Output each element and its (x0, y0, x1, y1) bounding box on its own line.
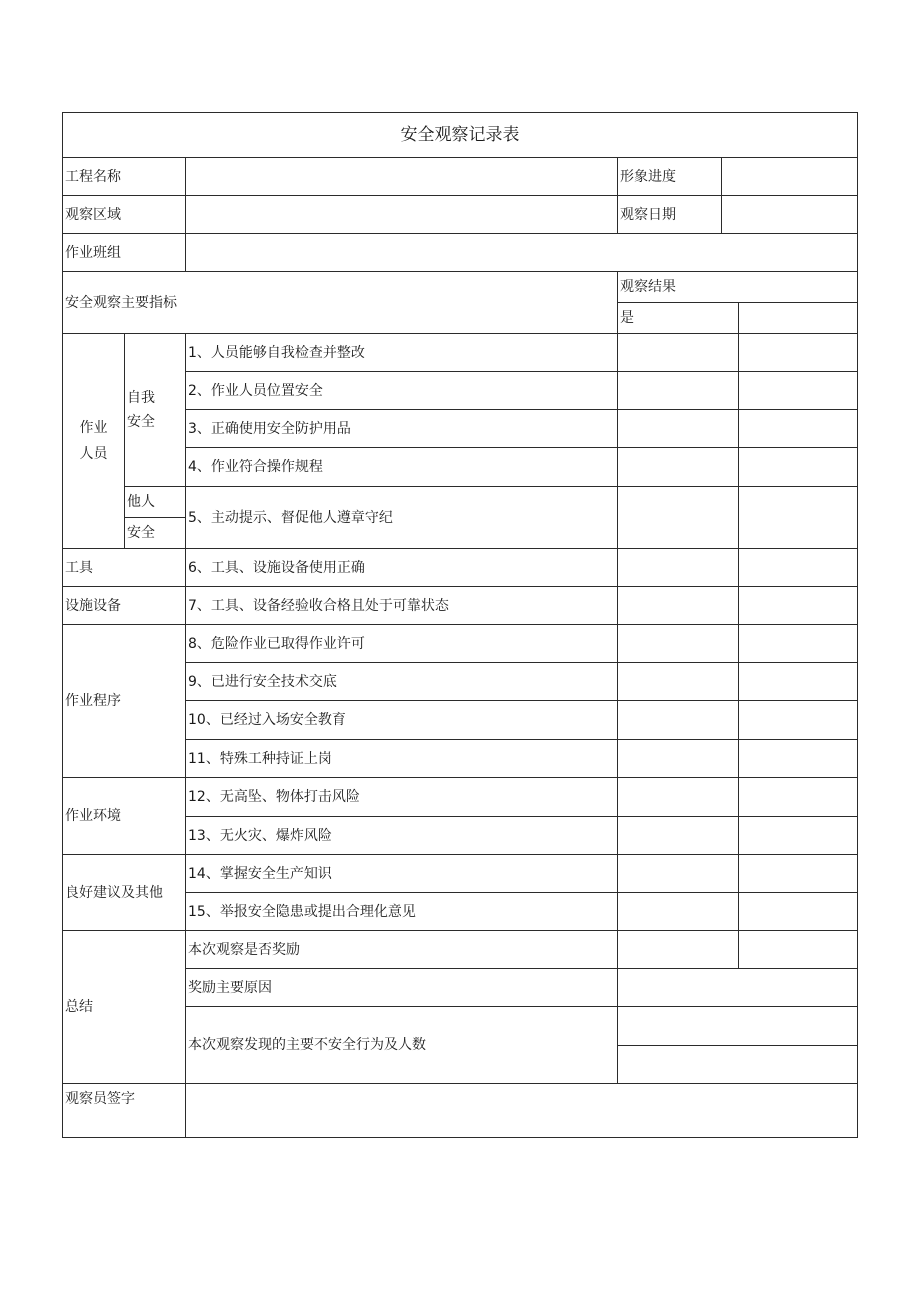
item-7-no[interactable] (738, 586, 858, 625)
item-11-no[interactable] (738, 739, 858, 778)
item-9-no[interactable] (738, 662, 858, 701)
item-1-no[interactable] (738, 333, 858, 372)
signature-label: 观察员签字 (62, 1083, 186, 1138)
progress-label: 形象进度 (617, 157, 722, 196)
group-facilities: 设施设备 (62, 586, 186, 625)
item-15: 15、举报安全隐患或提出合理化意见 (185, 892, 618, 931)
result-no-header (738, 302, 858, 334)
area-label: 观察区域 (62, 195, 186, 234)
item-6-no[interactable] (738, 548, 858, 587)
item-1: 1、人员能够自我检查并整改 (185, 333, 618, 372)
item-10-yes[interactable] (617, 700, 739, 740)
item-13-yes[interactable] (617, 816, 739, 855)
item-15-no[interactable] (738, 892, 858, 931)
reward-question: 本次观察是否奖励 (185, 930, 618, 969)
item-13-no[interactable] (738, 816, 858, 855)
safety-observation-form (62, 112, 858, 1138)
item-14-no[interactable] (738, 854, 858, 893)
team-field[interactable] (185, 233, 858, 272)
item-2-yes[interactable] (617, 371, 739, 410)
item-8: 8、危险作业已取得作业许可 (185, 624, 618, 663)
item-6-yes[interactable] (617, 548, 739, 587)
group-worker-line2: 人员 (79, 446, 108, 462)
subgroup-self-line2: 安全 (127, 414, 155, 430)
item-3: 3、正确使用安全防护用品 (185, 409, 618, 448)
item-9: 9、已进行安全技术交底 (185, 662, 618, 701)
group-environment: 作业环境 (62, 777, 186, 855)
unsafe-behaviors-label: 本次观察发现的主要不安全行为及人数 (185, 1006, 618, 1084)
unsafe-behaviors-field-1[interactable] (617, 1006, 858, 1046)
subgroup-others-line2: 安全 (124, 517, 186, 549)
item-5: 5、主动提示、督促他人遵章守纪 (185, 486, 618, 549)
indicators-label: 安全观察主要指标 (62, 271, 618, 334)
group-tools: 工具 (62, 548, 186, 587)
item-2: 2、作业人员位置安全 (185, 371, 618, 410)
project-name-field[interactable] (185, 157, 618, 196)
item-7-yes[interactable] (617, 586, 739, 625)
form-title: 安全观察记录表 (62, 112, 858, 158)
item-4-no[interactable] (738, 447, 858, 487)
reward-reason-label: 奖励主要原因 (185, 968, 618, 1007)
item-11-yes[interactable] (617, 739, 739, 778)
subgroup-others-line1: 他人 (124, 486, 186, 518)
item-5-yes[interactable] (617, 486, 739, 549)
item-12: 12、无高坠、物体打击风险 (185, 777, 618, 817)
item-11: 11、特殊工种持证上岗 (185, 739, 618, 778)
item-3-yes[interactable] (617, 409, 739, 448)
item-15-yes[interactable] (617, 892, 739, 931)
unsafe-behaviors-field-2[interactable] (617, 1045, 858, 1084)
item-9-yes[interactable] (617, 662, 739, 701)
project-name-label: 工程名称 (62, 157, 186, 196)
group-procedure: 作业程序 (62, 624, 186, 778)
item-14-yes[interactable] (617, 854, 739, 893)
reward-reason-field[interactable] (617, 968, 858, 1007)
date-label: 观察日期 (617, 195, 722, 234)
reward-no[interactable] (738, 930, 858, 969)
progress-field[interactable] (721, 157, 858, 196)
item-10: 10、已经过入场安全教育 (185, 700, 618, 740)
item-1-yes[interactable] (617, 333, 739, 372)
item-4-yes[interactable] (617, 447, 739, 487)
group-worker (62, 333, 125, 549)
item-12-yes[interactable] (617, 777, 739, 817)
item-7: 7、工具、设备经验收合格且处于可靠状态 (185, 586, 618, 625)
item-8-no[interactable] (738, 624, 858, 663)
item-6: 6、工具、设施设备使用正确 (185, 548, 618, 587)
date-field[interactable] (721, 195, 858, 234)
item-3-no[interactable] (738, 409, 858, 448)
subgroup-self-line1: 自我 (127, 390, 155, 406)
item-12-no[interactable] (738, 777, 858, 817)
group-summary: 总结 (62, 930, 186, 1084)
subgroup-self-safety (124, 333, 186, 487)
result-label: 观察结果 (617, 271, 858, 303)
result-yes-label: 是 (617, 302, 739, 334)
area-field[interactable] (185, 195, 618, 234)
group-suggestions: 良好建议及其他 (62, 854, 186, 931)
item-14: 14、掌握安全生产知识 (185, 854, 618, 893)
item-8-yes[interactable] (617, 624, 739, 663)
item-13: 13、无火灾、爆炸风险 (185, 816, 618, 855)
team-label: 作业班组 (62, 233, 186, 272)
reward-yes[interactable] (617, 930, 739, 969)
item-4: 4、作业符合操作规程 (185, 447, 618, 487)
item-5-no[interactable] (738, 486, 858, 549)
group-worker-line1: 作业 (79, 420, 108, 436)
item-10-no[interactable] (738, 700, 858, 740)
signature-field[interactable] (185, 1083, 858, 1138)
item-2-no[interactable] (738, 371, 858, 410)
